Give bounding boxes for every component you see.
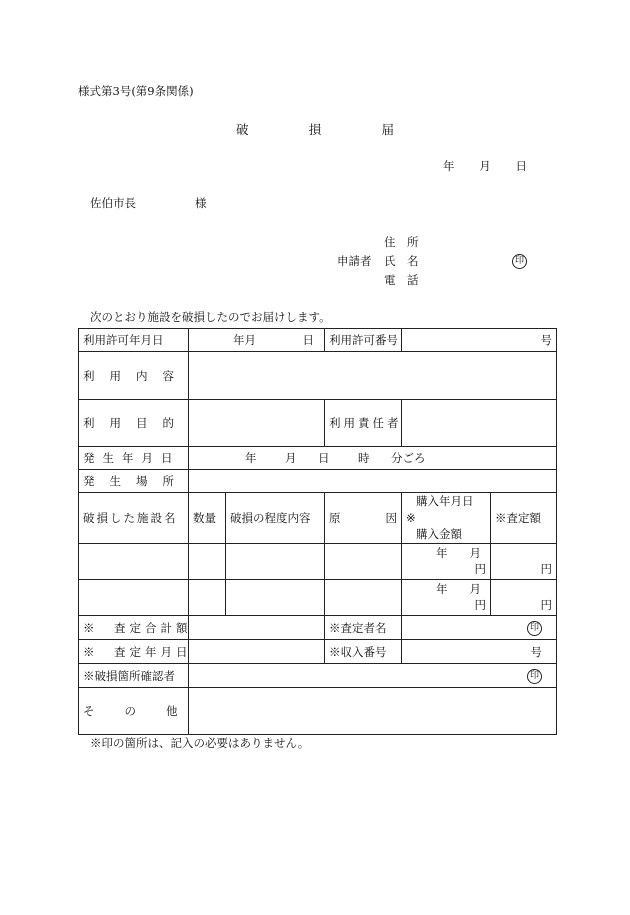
form-number: 様式第3号(第9条関係) (78, 84, 194, 98)
table-row (79, 470, 557, 493)
assessed-cell[interactable]: 円 (491, 544, 557, 580)
facility-cell[interactable] (79, 544, 189, 580)
facility-cell[interactable] (79, 580, 189, 616)
col-purchase-header: 購入年月日 ※ 購入金額 (402, 493, 491, 544)
col-extent-header: 破損の程度内容 (226, 493, 325, 544)
confirmer-label: ※破損箇所確認者 (79, 664, 189, 688)
quantity-cell[interactable] (189, 544, 226, 580)
title-char: 届 (381, 122, 394, 137)
assessed-total-field[interactable] (189, 616, 325, 640)
col-facility-header: 破損した施設名 (79, 493, 189, 544)
title-char: 損 (308, 122, 322, 137)
submission-date (443, 161, 527, 173)
extent-cell[interactable] (226, 580, 325, 616)
seal-mark: 印 (512, 254, 527, 269)
date-year-unit: 年 (443, 159, 455, 173)
confirmer-field[interactable] (189, 664, 557, 688)
table-row (79, 616, 557, 640)
name-label: 氏 名 (384, 254, 419, 268)
table-row (79, 640, 557, 664)
usage-purpose-field[interactable] (189, 400, 325, 447)
footnote: ※印の箇所は、記入の必要はありません。 (90, 736, 310, 750)
occurrence-place-field[interactable] (189, 470, 557, 493)
extent-cell[interactable] (226, 544, 325, 580)
receipt-number-field[interactable]: 号 (402, 640, 557, 664)
permit-date-label: 利用許可年月日 (79, 329, 189, 352)
col-cause-header: 原 因 (325, 493, 402, 544)
col-quantity-header: 数量 (189, 493, 226, 544)
table-row (79, 352, 557, 400)
other-field[interactable] (189, 688, 557, 735)
cause-cell[interactable] (325, 580, 402, 616)
document-title (236, 124, 394, 137)
receipt-number-label: ※収入番号 (325, 640, 402, 664)
table-row (79, 447, 557, 470)
table-row (79, 544, 557, 580)
addressee: 佐伯市長 (90, 196, 136, 210)
assessed-cell[interactable]: 円 (491, 580, 557, 616)
permit-number-label: 利用許可番号 (325, 329, 402, 352)
date-month-unit: 月 (479, 159, 491, 173)
permit-number-field[interactable]: 号 (402, 329, 557, 352)
address-label: 住 所 (384, 235, 419, 249)
table-row (79, 688, 557, 735)
responsible-person-field[interactable] (402, 400, 557, 447)
occurrence-date-label: 発生年月日 (79, 447, 189, 470)
col-assessed-header: ※査定額 (491, 493, 557, 544)
seal-mark: 印 (527, 669, 542, 684)
usage-purpose-label: 利用目的 (79, 400, 189, 447)
occurrence-place-label: 発生場所 (79, 470, 189, 493)
other-label: その他 (79, 688, 189, 735)
table-header-row (79, 493, 557, 544)
assessed-total-label: ※ 査定合計額 (79, 616, 189, 640)
damage-report-table (78, 328, 557, 735)
table-row (79, 664, 557, 688)
intro-text: 次のとおり施設を破損したのでお届けします。 (90, 310, 331, 324)
permit-date-field[interactable]: 年 月 日 (189, 329, 325, 352)
honorific: 様 (195, 196, 207, 210)
applicant-role-label: 申請者 (337, 254, 372, 268)
assessor-field[interactable] (402, 616, 557, 640)
phone-label: 電 話 (384, 273, 419, 287)
title-char: 破 (236, 122, 249, 137)
date-day-unit: 日 (515, 159, 527, 173)
assessor-label: ※査定者名 (325, 616, 402, 640)
purchase-cell[interactable]: 年 月 円 (402, 544, 491, 580)
occurrence-date-field[interactable]: 年 月 日 時 分ごろ (189, 447, 557, 470)
table-row (79, 580, 557, 616)
quantity-cell[interactable] (189, 580, 226, 616)
table-row (79, 400, 557, 447)
purchase-cell[interactable]: 年 月 円 (402, 580, 491, 616)
assessed-date-label: ※ 査定年月日 (79, 640, 189, 664)
responsible-person-label: 利用責任者 (325, 400, 402, 447)
usage-content-field[interactable] (189, 352, 557, 400)
usage-content-label: 利用内容 (79, 352, 189, 400)
table-row (79, 329, 557, 352)
seal-mark: 印 (527, 621, 542, 636)
assessed-date-field[interactable] (189, 640, 325, 664)
cause-cell[interactable] (325, 544, 402, 580)
